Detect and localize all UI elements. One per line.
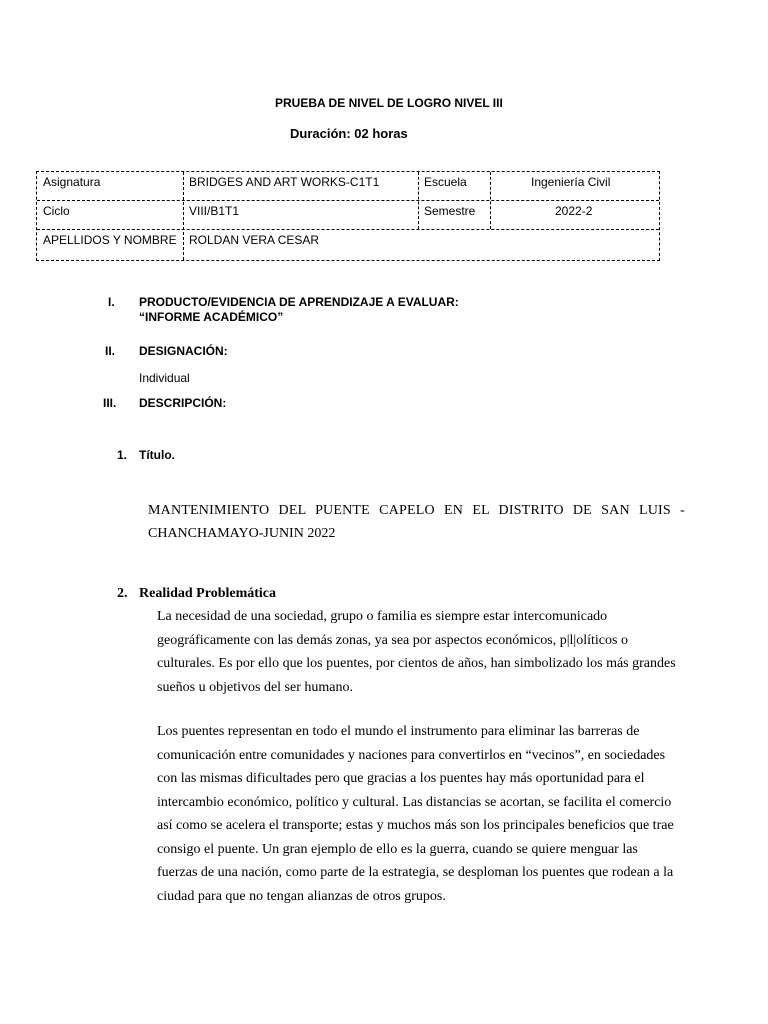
section-heading: PRODUCTO/EVIDENCIA DE APRENDIZAJE A EVALUAR: <box>139 295 459 309</box>
asignatura-value: BRIDGES AND ART WORKS-C1T1 <box>189 175 380 189</box>
info-table <box>36 171 660 261</box>
paragraph-line: culturales. Es por ello que los puentes, por cientos de años, han simbolizado los más grandes <box>157 656 676 671</box>
ciclo-label: Ciclo <box>43 204 70 218</box>
paragraph-line: intercambio económico, político y cultural. Las distancias se acortan, se facilita el comercio <box>157 794 672 810</box>
table-row-divider <box>37 200 659 201</box>
section-numeral: II. <box>105 344 116 358</box>
table-col-divider <box>418 172 419 229</box>
section-heading: DESCRIPCIÓN: <box>139 396 227 410</box>
section-numeral: I. <box>108 295 115 309</box>
escuela-label: Escuela <box>424 175 467 189</box>
paragraph-line: con las mismas dificultades pero que gracias a los puentes hay más oportunidad para el <box>157 771 645 786</box>
section-numeral: III. <box>103 396 117 410</box>
item-label: Título. <box>139 448 175 462</box>
paragraph <box>157 720 687 908</box>
paragraph-line: así como se acelera el transporte; estas y muchos más son los principales beneficios que trae <box>157 818 674 833</box>
table-col-divider <box>183 172 184 260</box>
paragraph-line: geográficamente con las demás zonas, ya sea por aspectos económicos, p|l|olíticos o <box>157 632 628 648</box>
item-number: 2. <box>117 586 128 601</box>
section-subheading: “INFORME ACADÉMICO” <box>139 310 284 324</box>
report-title-line: CHANCHAMAYO-JUNIN 2022 <box>148 526 336 541</box>
paragraph-line: Los puentes representan en todo el mundo el instrumento para eliminar las barreras de <box>157 724 640 739</box>
table-row-divider <box>37 229 659 230</box>
item-label: Realidad Problemática <box>139 586 277 601</box>
duration-label: Duración: 02 horas <box>290 126 408 141</box>
table-col-divider <box>490 172 491 229</box>
escuela-value: Ingeniería Civil <box>531 175 611 189</box>
report-title-line: MANTENIMIENTO DEL PUENTE CAPELO EN EL DISTRITO DE SAN LUIS - <box>148 503 685 518</box>
semestre-label: Semestre <box>424 204 476 218</box>
semestre-value: 2022-2 <box>555 204 593 218</box>
paragraph-line: fuerzas de una nación, como parte de la estrategia, se desploman los puentes que rodean a la <box>157 865 674 880</box>
asignatura-label: Asignatura <box>43 175 101 189</box>
page-title: PRUEBA DE NIVEL DE LOGRO NIVEL III <box>275 96 503 110</box>
paragraph-line: comunicación entre comunidades y naciones para convertirlos en “vecinos”, en sociedades <box>157 747 666 763</box>
paragraph-line: consigo el puente. Un gran ejemplo de ello es la guerra, cuando se quiere menguar las <box>157 841 638 857</box>
nombre-value: ROLDAN VERA CESAR <box>189 233 320 247</box>
paragraph-line: La necesidad de una sociedad, grupo o familia es siempre estar intercomunicado <box>157 609 608 624</box>
paragraph-line: sueños u objetivos del ser humano. <box>157 679 353 695</box>
item-number: 1. <box>117 448 128 462</box>
section-heading: DESIGNACIÓN: <box>139 344 228 358</box>
paragraph <box>157 605 687 699</box>
nombre-label: APELLIDOS Y NOMBRE <box>43 233 177 247</box>
designation-value: Individual <box>139 371 190 385</box>
ciclo-value: VIII/B1T1 <box>189 204 240 218</box>
paragraph-line: ciudad para que no tengan alianzas de otros grupos. <box>157 888 446 904</box>
